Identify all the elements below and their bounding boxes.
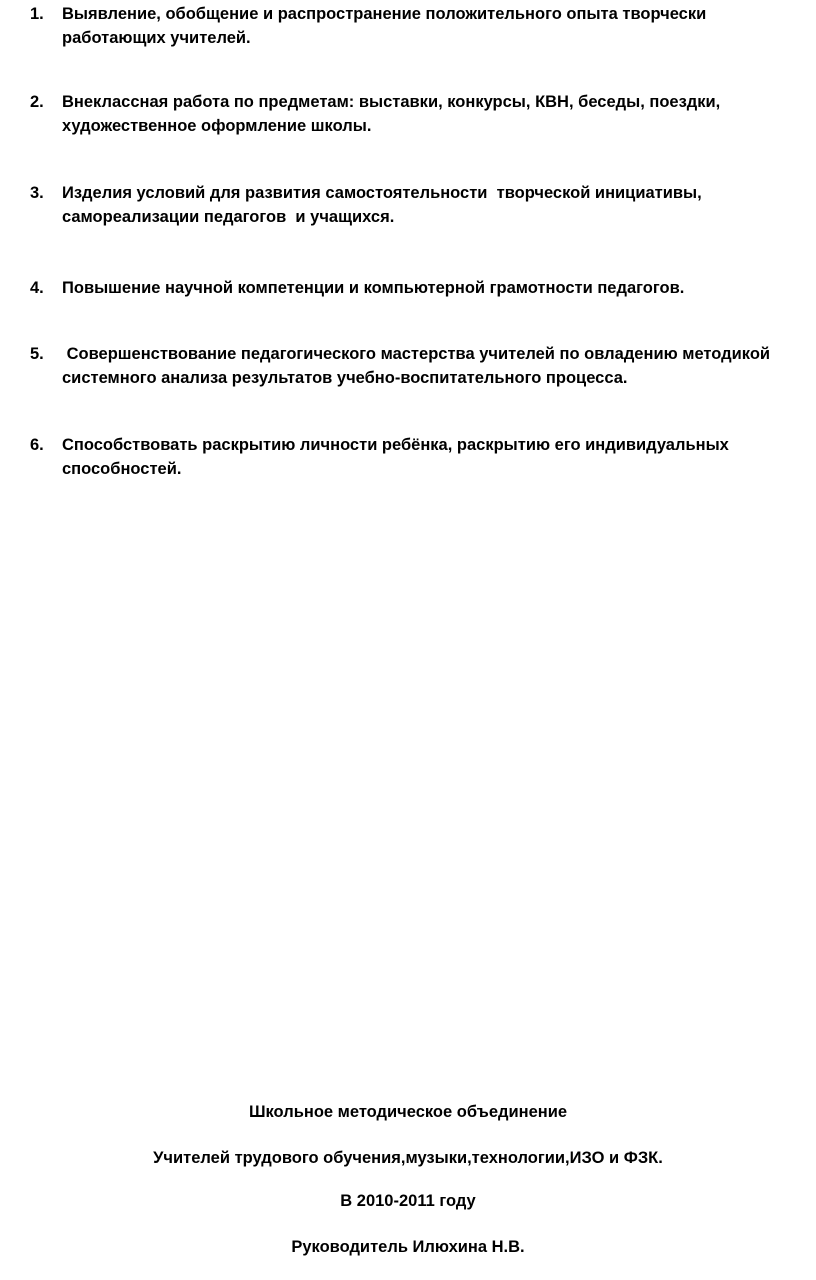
list-item-text: Выявление, обобщение и распространение положительного опыта творчески работающих учителей.: [62, 5, 711, 47]
list-item-text: Совершенствование педагогического мастерства учителей по овладению методикой системного анализа результатов учебно-воспитательного процесса.: [62, 345, 775, 387]
list-item-text: Способствовать раскрытию личности ребёнка, раскрытию его индивидуальных способностей.: [62, 436, 734, 478]
footer-year: В 2010-2011 году: [340, 1192, 476, 1210]
list-item-text: Внеклассная работа по предметам: выставки, конкурсы, КВН, беседы, поездки, художественное оформление школы.: [62, 93, 725, 135]
list-item: [30, 90, 790, 138]
list-item-text: Повышение научной компетенции и компьютерной грамотности педагогов.: [62, 279, 685, 297]
list-item-number: 1.: [30, 5, 44, 23]
footer-head: Руководитель Илюхина Н.В.: [291, 1238, 525, 1256]
footer-title: Школьное методическое объединение: [248, 1103, 568, 1121]
list-item: [30, 2, 790, 50]
list-item: [30, 433, 790, 481]
list-item-number: 4.: [30, 279, 44, 297]
list-item-text: Изделия условий для развития самостоятельности творческой инициативы, самореализации педагогов и учащихся.: [62, 184, 707, 226]
footer-subtitle: Учителей трудового обучения,музыки,технологии,ИЗО и ФЗК.: [153, 1149, 663, 1167]
list-item-number: 3.: [30, 184, 44, 202]
list-item: [30, 181, 790, 229]
list-item: [30, 276, 790, 300]
list-item-number: 5.: [30, 345, 44, 363]
list-item: [30, 342, 790, 390]
list-item-number: 2.: [30, 93, 44, 111]
list-item-number: 6.: [30, 436, 44, 454]
